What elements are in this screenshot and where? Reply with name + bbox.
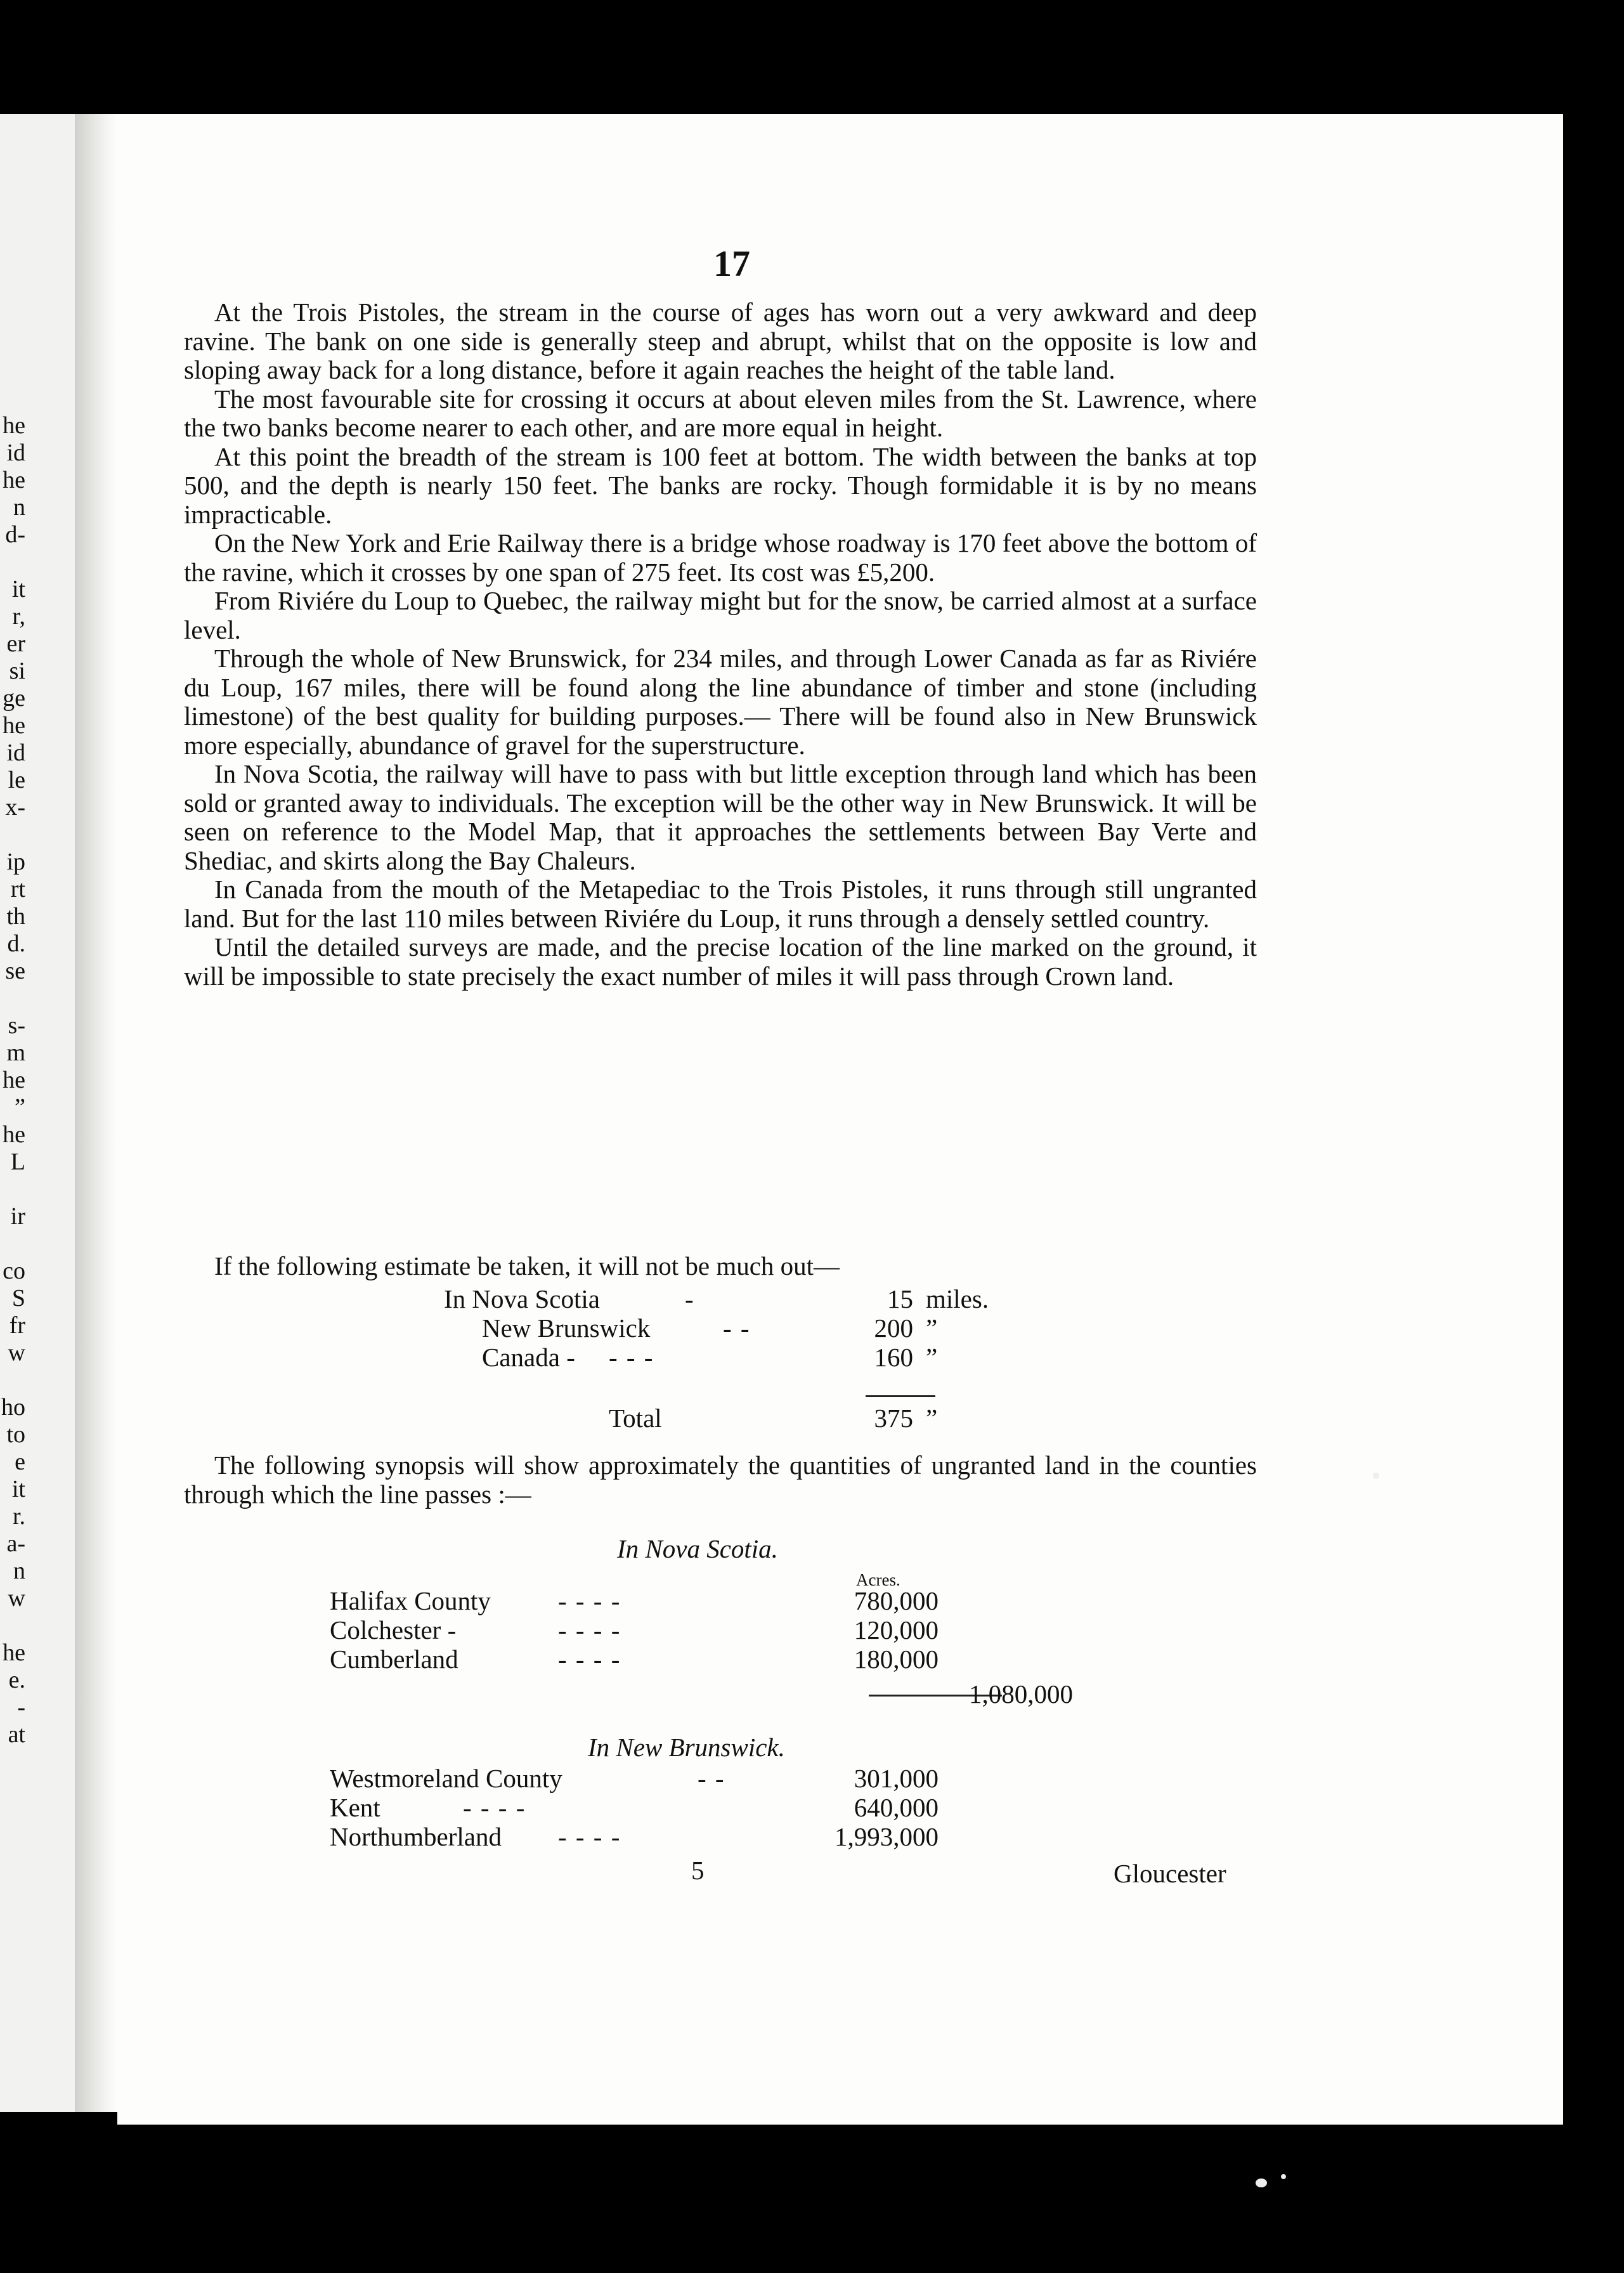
county-name: Halifax County	[330, 1586, 491, 1615]
left-page-fragment: r.	[12, 1503, 25, 1530]
dust-speck	[1256, 2179, 1267, 2187]
left-page-fragment: rt	[10, 876, 25, 902]
nova-scotia-subtotal: 1,080,000	[969, 1679, 1073, 1709]
new-brunswick-county-row	[330, 1792, 964, 1821]
paragraph: At the Trois Pistoles, the stream in the course of ages has worn out a very awkward and deep ravine. The bank on one side is generally steep and abrupt, whilst that on the opposite is low and sloping away back for a long distance, before it again reaches the height of the table land.	[184, 297, 1257, 384]
left-page-fragment: it	[11, 1476, 25, 1502]
new-brunswick-county-row	[330, 1821, 964, 1851]
left-page-fragment: si	[9, 658, 25, 684]
estimate-place: In Nova Scotia	[444, 1284, 600, 1313]
left-page-fragment	[0, 1230, 25, 1258]
county-dashes: - - - -	[558, 1645, 621, 1674]
left-page-fragment: he	[3, 1121, 25, 1148]
left-page-fragment: S	[11, 1285, 25, 1312]
estimate-unit: ”	[926, 1343, 938, 1372]
county-name: Colchester -	[330, 1615, 457, 1645]
county-acres: 301,000	[854, 1764, 939, 1793]
estimate-unit: miles.	[926, 1284, 989, 1313]
paragraph: From Riviére du Loup to Quebec, the railway might but for the snow, be carried almost at a surface level.	[184, 586, 1257, 644]
estimate-place: Canada -	[482, 1343, 575, 1372]
left-page-fragment: r,	[12, 603, 25, 630]
paragraph: Until the detailed surveys are made, and the precise location of the line marked on the ground, it will be impossible to state precisely the exact number of miles it will pass through Crown land.	[184, 932, 1257, 991]
new-brunswick-heading: In New Brunswick.	[588, 1733, 785, 1762]
nova-scotia-county-row	[330, 1615, 964, 1644]
left-page-fragment: e	[15, 1449, 25, 1475]
left-page-fragment	[0, 985, 25, 1012]
county-name: Kent	[330, 1793, 380, 1822]
left-page-edge	[0, 114, 75, 2112]
left-page-fragment: fr	[9, 1312, 25, 1339]
left-page-fragment: ip	[6, 849, 25, 875]
estimate-total-row	[850, 1403, 1040, 1432]
left-page-fragment	[0, 1176, 25, 1203]
estimate-dashes: -	[685, 1284, 695, 1313]
left-page-fragment: m	[6, 1039, 25, 1066]
acres-column-label: Acres.	[856, 1570, 900, 1589]
left-page-fragment: -	[17, 1694, 25, 1721]
left-page-fragment	[0, 549, 25, 576]
estimate-place: New Brunswick	[482, 1313, 651, 1343]
nova-scotia-heading: In Nova Scotia.	[617, 1534, 778, 1563]
estimate-total-label: Total	[609, 1404, 662, 1433]
county-dashes: - - - -	[558, 1822, 621, 1851]
left-page-fragment: se	[5, 958, 25, 984]
left-page-fragment: he	[3, 412, 25, 439]
left-page-fragment: ge	[3, 685, 25, 712]
left-page-fragment	[0, 1367, 25, 1394]
county-acres: 180,000	[854, 1645, 939, 1674]
left-page-fragment: ho	[1, 1394, 25, 1421]
county-acres: 780,000	[854, 1586, 939, 1615]
left-page-fragment: er	[6, 630, 25, 657]
paragraph: Through the whole of New Brunswick, for 234 miles, and through Lower Canada as far as Riviére du Loup, 167 miles, there will be found along the line abundance of timber and stone (including limestone) of the best quality for building purposes.— There will be found also in New Brunswick more especially, abundance of gravel for the superstructure.	[184, 644, 1257, 760]
left-page-fragment: he	[3, 712, 25, 739]
estimate-dashes: - - -	[609, 1343, 654, 1372]
left-page-fragment: he	[3, 467, 25, 493]
left-page-fragment: id	[6, 739, 25, 766]
body-text	[184, 298, 1257, 991]
estimate-value-row	[850, 1284, 1040, 1313]
left-page-fragment: at	[8, 1721, 25, 1748]
estimate-total-unit: ”	[926, 1404, 938, 1433]
estimate-intro: If the following estimate be taken, it will not be much out—	[214, 1251, 840, 1280]
left-page-fragment: to	[6, 1421, 25, 1448]
page-number: 17	[713, 243, 750, 284]
county-dashes: - - - -	[463, 1793, 526, 1822]
paragraph: On the New York and Erie Railway there is a bridge whose roadway is 170 feet above the bottom of the ravine, which it crosses by one span of 275 feet. Its cost was £5,200.	[184, 528, 1257, 587]
catchword: Gloucester	[1114, 1859, 1226, 1888]
left-page-fragment: he	[3, 1067, 25, 1093]
left-page-fragment: a-	[6, 1530, 25, 1557]
estimate-value-row	[850, 1342, 1040, 1371]
dust-speck	[1281, 2174, 1286, 2179]
county-name: Westmoreland County	[330, 1764, 562, 1793]
nova-scotia-county-row	[330, 1644, 964, 1673]
left-page-fragment: he	[3, 1639, 25, 1666]
county-name: Northumberland	[330, 1822, 502, 1851]
synopsis-intro: The following synopsis will show approximately the quantities of ungranted land in the counties through which the line passes :—	[184, 1450, 1257, 1509]
left-page-fragment: x-	[5, 794, 25, 821]
estimate-value: 200	[874, 1313, 913, 1343]
left-page-fragment: ir	[10, 1203, 25, 1230]
left-page-fragment: d-	[5, 521, 25, 548]
left-page-fragment: e.	[8, 1667, 25, 1693]
paragraph: The most favourable site for crossing it occurs at about eleven miles from the St. Lawrence, where the two banks become nearer to each other, and are more equal in height.	[184, 384, 1257, 442]
left-page-fragment	[0, 821, 25, 849]
county-dashes: - -	[698, 1764, 725, 1793]
estimate-value-row	[850, 1313, 1040, 1342]
estimate-dashes: - -	[723, 1313, 751, 1343]
left-page-fragment: le	[8, 767, 25, 793]
county-dashes: - - - -	[558, 1586, 621, 1615]
county-dashes: - - - -	[558, 1615, 621, 1645]
estimate-total-value: 375	[874, 1404, 913, 1433]
left-page-fragment: th	[6, 903, 25, 930]
left-page-fragment: d.	[7, 930, 25, 957]
left-page-fragment: co	[3, 1258, 25, 1284]
left-page-fragment: id	[6, 440, 25, 466]
dust-speck	[1373, 1473, 1379, 1479]
nova-scotia-county-row	[330, 1586, 964, 1615]
estimate-row	[444, 1284, 888, 1313]
total-rule	[866, 1395, 935, 1397]
estimate-total-label-row	[609, 1403, 736, 1432]
synopsis-intro-block	[184, 1451, 1257, 1509]
left-page-fragment: L	[10, 1149, 25, 1175]
left-page-fragment: it	[11, 576, 25, 602]
left-page-fragment: w	[8, 1339, 25, 1366]
signature-mark: 5	[691, 1856, 705, 1885]
left-page-fragment: w	[8, 1585, 25, 1612]
county-acres: 120,000	[854, 1615, 939, 1645]
estimate-value: 160	[874, 1343, 913, 1372]
left-page-fragment: n	[13, 1558, 25, 1584]
estimate-value: 15	[887, 1284, 913, 1313]
new-brunswick-county-row	[330, 1763, 964, 1792]
left-page-fragment: ”	[15, 1094, 25, 1121]
county-acres: 640,000	[854, 1793, 939, 1822]
book-gutter	[75, 114, 119, 2112]
left-page-fragment	[0, 1612, 25, 1639]
left-page-fragment: n	[13, 494, 25, 521]
paragraph: In Nova Scotia, the railway will have to pass with but little exception through land which has been sold or granted away to individuals. The exception will be the other way in New Brunswick. It will be seen on reference to the Model Map, that it approaches the settlements between Bay Verte and Shediac, and skirts along the Bay Chaleurs.	[184, 759, 1257, 875]
county-acres: 1,993,000	[835, 1822, 939, 1851]
paragraph: At this point the breadth of the stream is 100 feet at bottom. The width between the banks at top 500, and the depth is nearly 150 feet. The banks are rocky. Though formidable it is by no means impracticable.	[184, 441, 1257, 529]
left-page-fragment: s-	[8, 1012, 25, 1039]
paragraph: In Canada from the mouth of the Metapediac to the Trois Pistoles, it runs through still ungranted land. But for the last 110 miles between Riviére du Loup, it runs through a densely settled country.	[184, 875, 1257, 933]
county-name: Cumberland	[330, 1645, 458, 1674]
left-page-text-fragments	[0, 412, 25, 1749]
estimate-unit: ”	[926, 1313, 938, 1343]
